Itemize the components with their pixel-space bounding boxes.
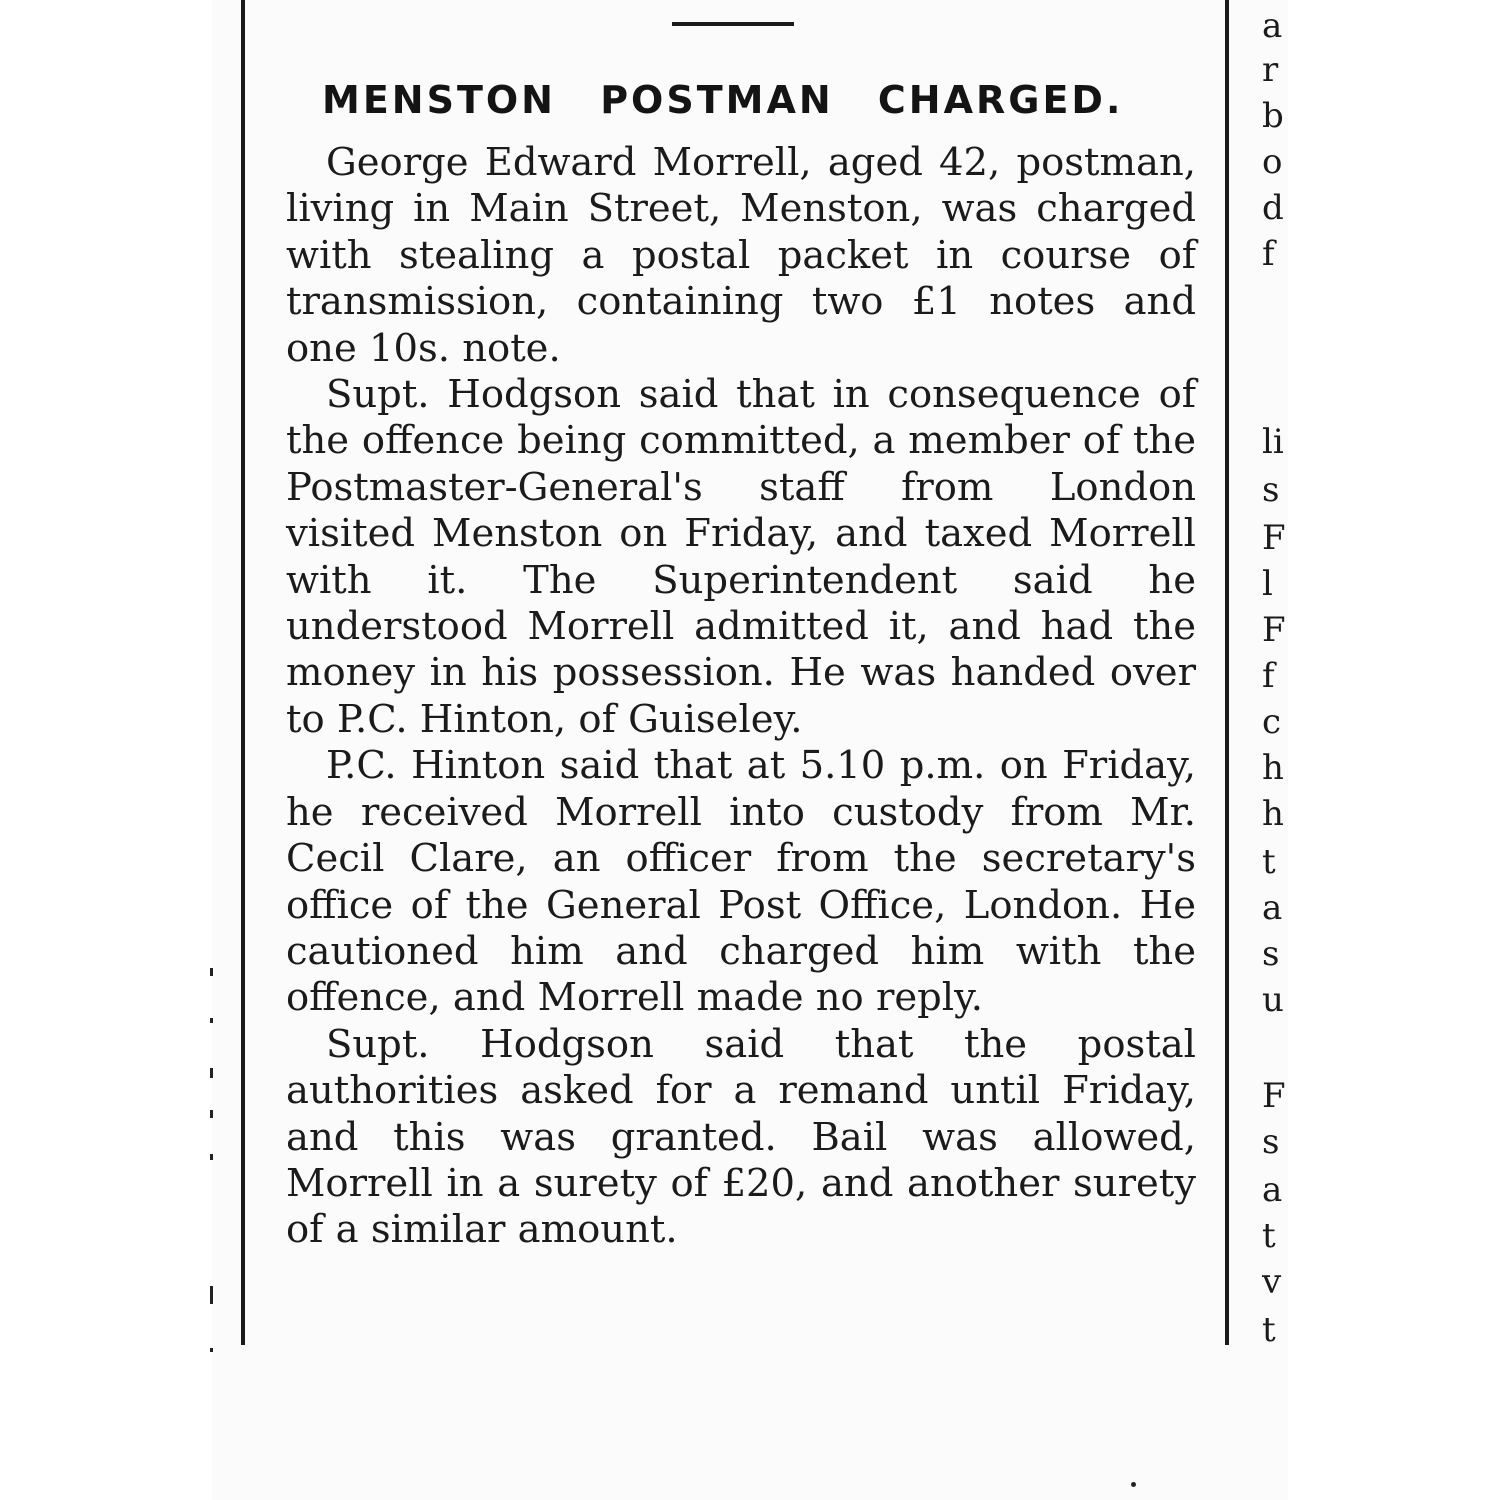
adjacent-fragment: c [1262, 702, 1282, 742]
adjacent-fragment: u [1262, 980, 1284, 1020]
print-speck [210, 1068, 213, 1078]
print-speck [210, 1286, 213, 1304]
article-paragraph-2: Supt. Hodgson said that in consequence of the offence being committed, a member of the Postmaster-General's staff from London visited Menston on Friday, and taxed Morrell with it. The Superintendent said he understood Morrell admitted it, and had the money in his possession. He was handed over to P.C. Hinton, of Guiseley. [286, 372, 1196, 742]
adjacent-fragment: t [1262, 842, 1276, 882]
adjacent-fragment: s [1262, 934, 1280, 974]
adjacent-fragment: s [1262, 470, 1280, 510]
print-speck [1131, 1482, 1136, 1487]
article-body [286, 140, 1196, 1254]
adjacent-fragment: l [1262, 564, 1273, 604]
article-paragraph-4: Supt. Hodgson said that the postal authorities asked for a remand until Friday, and this was granted. Bail was allowed, Morrell in a surety of £20, and another surety of a similar amount. [286, 1021, 1196, 1253]
left-margin-specks [206, 940, 218, 1360]
adjacent-fragment: s [1262, 1122, 1280, 1162]
adjacent-fragment: f [1262, 234, 1275, 274]
adjacent-fragment: t [1262, 1310, 1276, 1350]
adjacent-fragment: F [1262, 518, 1286, 558]
print-speck [210, 1018, 213, 1023]
adjacent-column-fragments [1262, 0, 1292, 1360]
adjacent-fragment: F [1262, 610, 1286, 650]
adjacent-fragment: h [1262, 748, 1284, 788]
adjacent-fragment: o [1262, 142, 1283, 182]
right-column-rule [1225, 0, 1229, 1345]
left-column-rule [241, 0, 245, 1345]
adjacent-fragment: h [1262, 794, 1284, 834]
adjacent-fragment: a [1262, 888, 1283, 928]
adjacent-fragment: F [1262, 1076, 1286, 1116]
print-speck [210, 1110, 213, 1118]
article-paragraph-1: George Edward Morrell, aged 42, postman, living in Main Street, Menston, was charged with stealing a postal packet in course of transmission, containing two £1 notes and one 10s. note. [286, 140, 1196, 371]
article-paragraph-3: P.C. Hinton said that at 5.10 p.m. on Friday, he received Morrell into custody from Mr. Cecil Clare, an officer from the secretary's office of the General Post Office, London. He cautioned him and charged him with the offence, and Morrell made no reply. [286, 743, 1196, 1021]
adjacent-fragment: r [1262, 50, 1279, 90]
adjacent-fragment: d [1262, 188, 1284, 228]
section-separator-dash [672, 22, 794, 26]
print-speck [210, 1154, 213, 1160]
print-speck [210, 968, 213, 976]
adjacent-fragment: li [1262, 422, 1284, 462]
adjacent-fragment: a [1262, 1170, 1283, 1210]
adjacent-fragment: t [1262, 1216, 1276, 1256]
adjacent-fragment: b [1262, 96, 1284, 136]
article-headline: MENSTON POSTMAN CHARGED. [322, 78, 1124, 122]
adjacent-fragment: a [1262, 6, 1283, 46]
adjacent-fragment: v [1262, 1262, 1282, 1302]
print-speck [210, 1348, 213, 1352]
adjacent-fragment: f [1262, 656, 1275, 696]
